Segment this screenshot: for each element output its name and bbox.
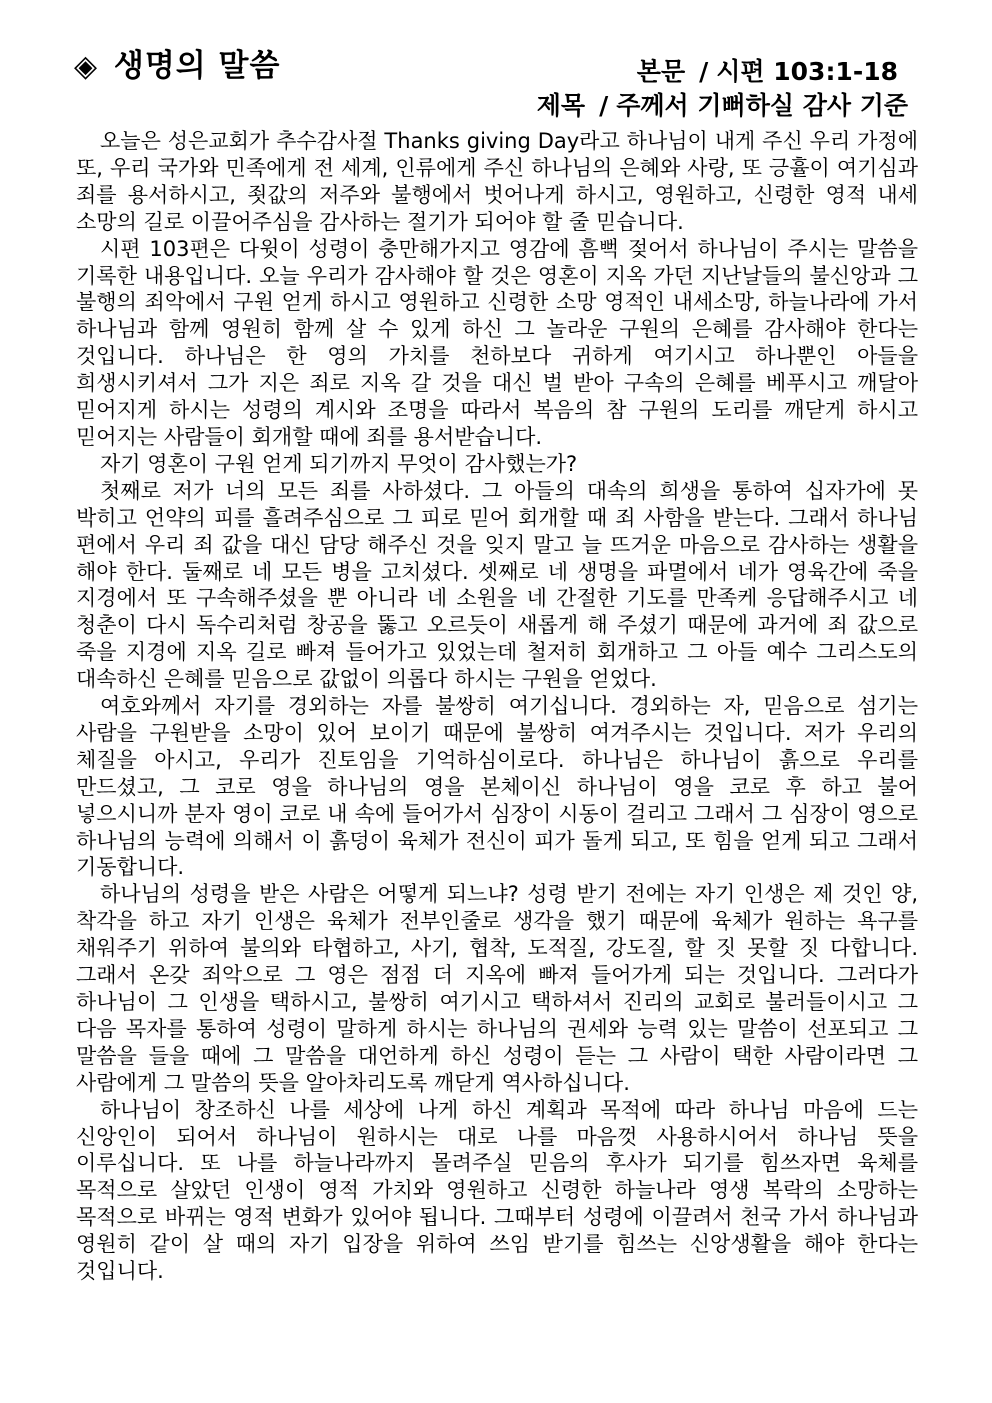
paragraph-2: 시편 103편은 다윗이 성령이 충만해가지고 영감에 흠뻑 젖어서 하나님이 주시는 말씀을 기록한 내용입니다. 오늘 우리가 감사해야 할 것은 영혼이 지옥 가던 지난날들의 불신앙과 그 불행의 죄악에서 구원 얻게 하시고 영원하고 신령한 소망 영적인 내세소망, 하늘나라에 가서 하나님과 함께 영원히 함께 살 수 있게 하신 그 놀라운 구원의 은혜를 감사해야 한다는 것입니다. 하나님은 한 영의 가치를 천하보다 귀하게 여기시고 하나뿐인 아들을 희생시키셔서 그가 지은 죄로 지옥 갈 것을 대신 벌 받아 구속의 은혜를 베푸시고 깨달아 믿어지게 하시는 성령의 계시와 조명을 따라서 복음의 참 구원의 도리를 깨닫게 하시고 믿어지는 사람들이 회개할 때에 죄를 용서받습니다. [76, 236, 918, 449]
subject-text: 주께서 기뻐하실 감사 기준 [616, 91, 908, 120]
paragraph-4: 첫째로 저가 너의 모든 죄를 사하셨다. 그 아들의 대속의 희생을 통하여 십자가에 못 박히고 언약의 피를 흘려주심으로 그 피로 믿어 회개할 때 죄 사함을 받는다. 그래서 하나님 편에서 우리 죄 값을 대신 담당 해주신 것을 잊지 말고 늘 뜨거운 마음으로 감사하는 생활을 해야 한다. 둘째로 네 모든 병을 고치셨다. 셋째로 네 생명을 파멸에서 네가 영육간에 죽을 지경에서 또 구속해주셨을 뿐 아니라 네 소원을 네 간절한 기도를 만족케 응답해주시고 네 청춘이 다시 독수리처럼 창공을 뚫고 오르듯이 새롭게 해 주셨기 때문에 과거에 죄 값으로 죽을 지경에 지옥 길로 빠져 들어가고 있었는데 철저히 회개하고 그 아들 예수 그리스도의 대속하신 은혜를 믿음으로 값없이 의롭다 하시는 구원을 얻었다. [76, 478, 918, 692]
paragraph-3: 자기 영혼이 구원 얻게 되기까지 무엇이 감사했는가? [100, 451, 578, 476]
subject-separator: / [599, 91, 609, 120]
passage-label: 본문 [636, 57, 686, 86]
paragraph-7: 하나님이 창조하신 나를 세상에 나게 하신 계획과 목적에 따라 하나님 마음에 드는 신앙인이 되어서 하나님이 원하시는 대로 나를 마음껏 사용하시어서 하나님 뜻을 이루십니다. 또 나를 하늘나라까지 몰려주실 믿음의 후사가 되기를 힘쓰자면 육체를 목적으로 살았던 인생이 영적 가치와 영원하고 신령한 하늘나라 영생 복락의 소망하는 목적으로 바뀌는 영적 변화가 있어야 됩니다. 그때부터 성령에 이끌려서 천국 가서 하나님과 영원히 같이 살 때의 자기 입장을 위하여 쓰임 받기를 힘쓰는 신앙생활을 해야 한다는 것입니다. [76, 1097, 918, 1284]
paragraph-6: 하나님의 성령을 받은 사람은 어떻게 되느냐? 성령 받기 전에는 자기 인생은 제 것인 양, 착각을 하고 자기 인생은 육체가 전부인줄로 생각을 했기 때문에 육체가 원하는 욕구를 채워주기 위하여 불의와 타협하고, 사기, 협착, 도적질, 강도질, 할 짓 못할 짓 다합니다. 그래서 온갖 죄악으로 그 영은 점점 더 지옥에 빠져 들어가게 되는 것입니다. 그러다가 하나님이 그 인생을 택하시고, 불쌍히 여기시고 택하셔서 진리의 교회로 불러들이시고 그 다음 목자를 통하여 성령이 말하게 하시는 하나님의 권세와 능력 있는 말씀이 선포되고 그 말씀을 들을 때에 그 말씀을 대언하게 하신 성령이 듣는 그 사람이 택한 사람이라면 그 사람에게 그 말씀의 뜻을 알아차리도록 깨닫게 역사하십니다. [76, 882, 918, 1095]
sermon-body [76, 128, 918, 1285]
sermon-heading-text: 생명의 말씀 [113, 48, 281, 84]
paragraph-5: 여호와께서 자기를 경외하는 자를 불쌍히 여기십니다. 경외하는 자, 믿음으로 섬기는 사람을 구원받을 소망이 있어 보이기 때문에 불쌍히 여겨주시는 것입니다. 저가 우리의 체질을 아시고, 우리가 진토임을 기억하심이로다. 하나님은 하나님이 흙으로 우리를 만드셨고, 그 코로 영을 하나님의 영을 본체이신 하나님이 영을 코로 후 하고 불어 넣으시니까 분자 영이 코로 내 속에 들어가서 심장이 시동이 걸리고 그래서 그 심장이 영으로 하나님의 능력에 의해서 이 흙덩이 육체가 전신이 피가 돌게 되고, 또 힘을 얻게 되고 그래서 기동합니다. [76, 694, 918, 880]
passage-separator: / [699, 57, 709, 86]
scripture-passage-line [637, 54, 898, 90]
diamond-bullet-icon: ◈ [74, 49, 99, 84]
passage-reference: 시편 103:1-18 [716, 57, 898, 86]
sermon-subject-line [537, 88, 908, 124]
subject-label: 제목 [536, 91, 586, 120]
sermon-heading [74, 44, 280, 89]
paragraph-1: 오늘은 성은교회가 추수감사절 Thanks giving Day라고 하나님이 내게 주신 우리 가정에 또, 우리 국가와 민족에게 전 세계, 인류에게 주신 하나님의 은혜와 사랑, 또 긍휼이 여기심과 죄를 용서하시고, 죗값의 저주와 불행에서 벗어나게 하시고, 영원하고, 신령한 영적 내세 소망의 길로 이끌어주심을 감사하는 절기가 되어야 할 줄 믿습니다. [76, 129, 918, 234]
